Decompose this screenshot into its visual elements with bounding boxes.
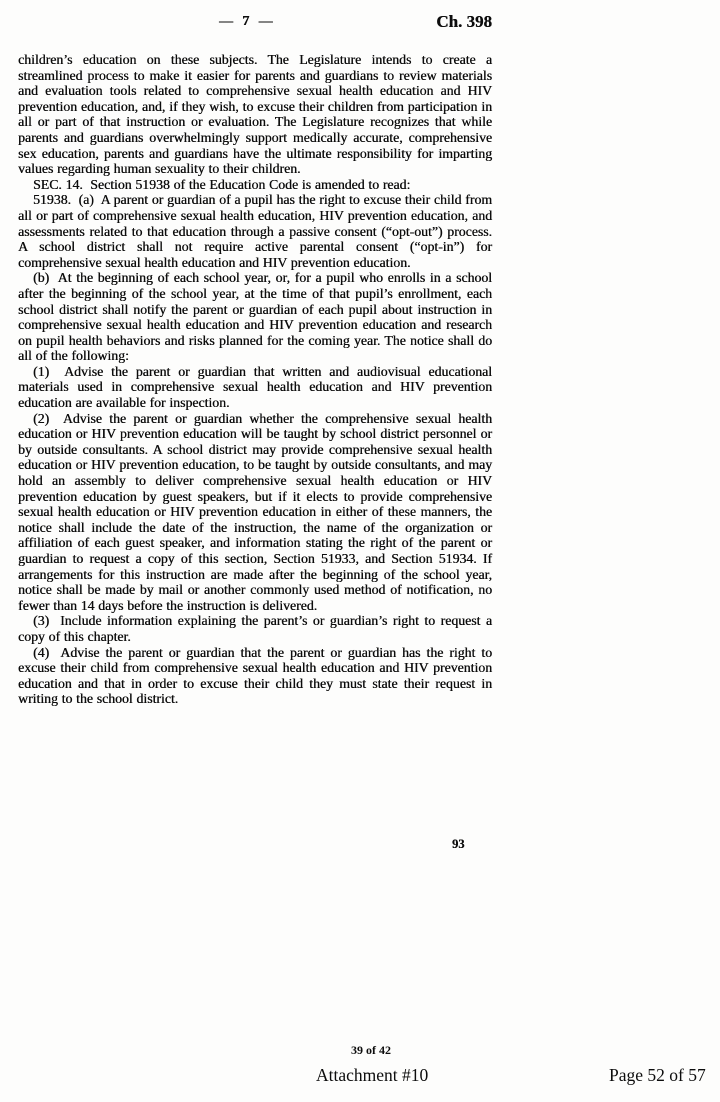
body-paragraph-1: (1) Advise the parent or guardian that written and audiovisual educational materials used in comprehensive sexual health education and HIV prevention education are available for inspection. <box>18 363 492 411</box>
body-paragraph: children’s education on these subjects. The Legislature intends to create a streamlined process to make it easier for parents and guardians to review materials and evaluation tools related to comprehensive sexual health education and HIV prevention education, and, if they wish, to excuse their children from participation in all or part of that instruction or evaluation. The Legislature recognizes that while parents and guardians overwhelmingly support medically accurate, comprehensive sex education, parents and guardians have the ultimate responsibility for imparting values regarding human sexuality to their children. <box>18 52 492 177</box>
packet-page-label: Page 52 of 57 <box>609 1065 706 1085</box>
body-paragraph-4: (4) Advise the parent or guardian that the parent or guardian has the right to excuse their child from comprehensive sexual health education and HIV prevention education and that in order to excuse their child they must state their request in writing to the school district. <box>18 644 492 707</box>
header-chapter-label: Ch. 398 <box>436 12 492 31</box>
body-paragraph-3: (3) Include information explaining the parent’s or guardian’s right to request a copy of this chapter. <box>18 613 492 644</box>
body-paragraph-51938a: 51938. (a) A parent or guardian of a pupil has the right to excuse their child from all or part of comprehensive sexual health education, HIV prevention education, and assessments related to that education through a passive consent (“opt-out”) process. A school district shall not require active parental consent (“opt-in”) for comprehensive sexual health education and HIV prevention education. <box>18 192 492 270</box>
header-page-number: — 7 — <box>219 14 274 29</box>
sheet-counter: 39 of 42 <box>351 1043 391 1057</box>
body-paragraph-sec14: SEC. 14. Section 51938 of the Education Code is amended to read: <box>33 176 411 192</box>
attachment-label: Attachment #10 <box>316 1065 429 1085</box>
statute-text-block <box>18 52 492 707</box>
body-paragraph-b: (b) At the beginning of each school year, or, for a pupil who enrolls in a school after the beginning of the school year, at the time of that pupil’s enrollment, each school district shall notify the parent or guardian of each pupil about instruction in comprehensive sexual health education and HIV prevention education and research on pupil health behaviors and risks planned for the coming year. The notice shall do all of the following: <box>18 270 492 364</box>
body-paragraph-2: (2) Advise the parent or guardian whether the comprehensive sexual health education or HIV prevention education will be taught by school district personnel or by outside consultants. A school district may provide comprehensive sexual health education or HIV prevention education, to be taught by outside consultants, and may hold an assembly to deliver comprehensive sexual health education or HIV prevention education by guest speakers, but if it elects to provide comprehensive sexual health education or HIV prevention education in either of these manners, the notice shall include the date of the instruction, the name of the organization or affiliation of each guest speaker, and information stating the right of the parent or guardian to request a copy of this section, Section 51933, and Section 51934. If arrangements for this instruction are made after the beginning of the school year, notice shall be made by mail or another commonly used method of notification, no fewer than 14 days before the instruction is delivered. <box>18 410 492 613</box>
statute-page-number: 93 <box>452 837 465 851</box>
